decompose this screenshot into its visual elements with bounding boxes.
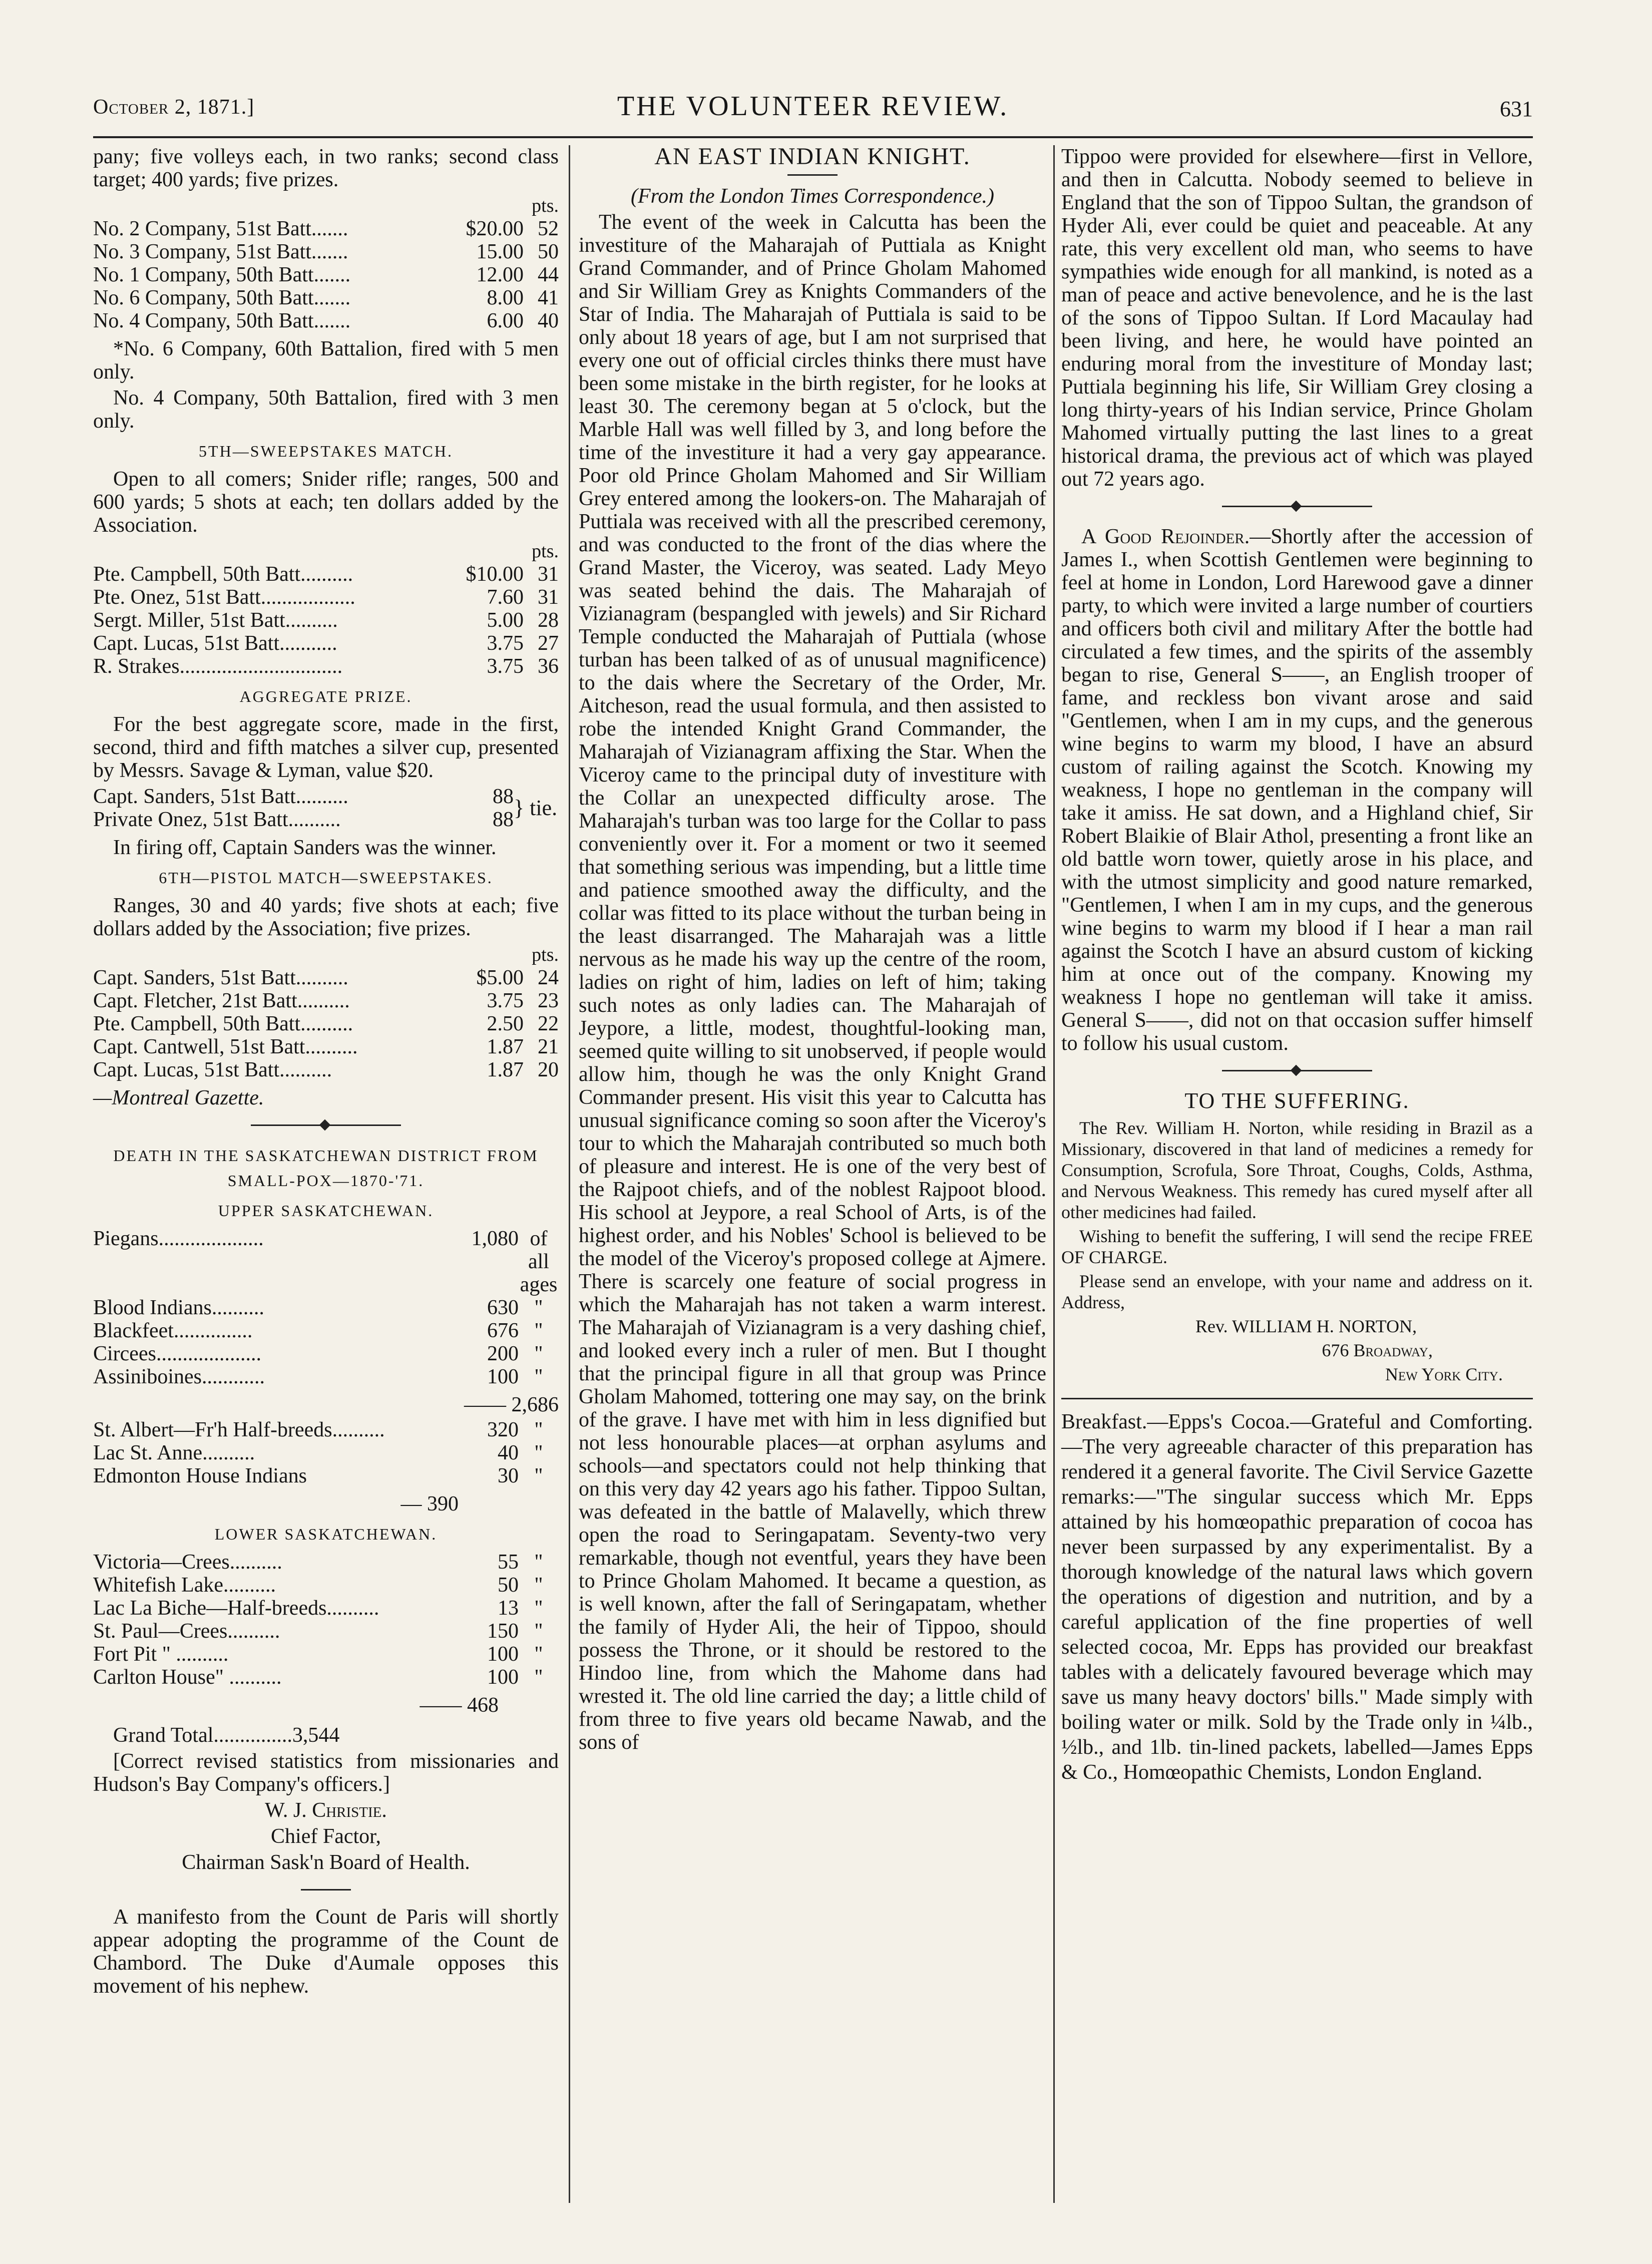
location-name: Blackfeet............... xyxy=(93,1319,253,1342)
deaths-table xyxy=(93,1227,559,1388)
issue-date: October 2, 1871.] xyxy=(93,96,255,119)
divider xyxy=(1061,1398,1533,1399)
divider xyxy=(301,1889,351,1891)
subtotal: —— 2,686 xyxy=(464,1393,559,1416)
location-name: Edmonton House Indians xyxy=(93,1464,307,1487)
divider xyxy=(787,174,838,176)
advertisement xyxy=(1061,1117,1533,1385)
ornament-divider xyxy=(1222,506,1372,512)
column-1 xyxy=(93,145,559,2001)
advert-address: 676 Broadway, xyxy=(1322,1340,1433,1360)
table-row xyxy=(93,1035,559,1058)
entrant-name: Capt. Lucas, 51st Batt........... xyxy=(93,632,337,655)
section-heading: 6TH—PISTOL MATCH—SWEEPSTAKES. xyxy=(159,869,493,887)
entrant-points: 88 xyxy=(493,808,514,831)
death-count: 50 xyxy=(498,1574,519,1597)
section-heading: DEATH IN THE SASKATCHEWAN DISTRICT FROM xyxy=(113,1147,539,1165)
table-row xyxy=(93,1441,559,1464)
points-label: pts. xyxy=(532,944,559,965)
advert-address: New York City. xyxy=(1385,1364,1503,1384)
entrant-name: Pte. Onez, 51st Batt.................. xyxy=(93,586,355,609)
entrant-points: 36 xyxy=(538,655,559,678)
note: *No. 6 Company, 60th Battalion, fired with 5 men only. xyxy=(93,337,559,384)
death-count: 55 xyxy=(498,1551,519,1574)
table-row xyxy=(93,1643,559,1666)
column-divider xyxy=(569,145,570,2203)
prize-amount: 1.87 xyxy=(487,1058,524,1081)
death-count: 1,080 xyxy=(471,1227,519,1250)
tie-table xyxy=(93,785,559,831)
location-name: Lac La Biche—Half-breeds.......... xyxy=(93,1597,379,1620)
epps-advertisement: Breakfast.—Epps's Cocoa.—Grateful and Comforting.—The very agreeable character of this preparation has rendered it a general favorite. The Civil Service Gazette remarks:—"The singular success which Mr. Epps attained by his homœopathic preparation of cocoa has never been surpassed by any experimentalist. By a thorough knowledge of the natural laws which govern the operations of digestion and nutrition, and by a careful application of the fine properties of well selected cocoa, Mr. Epps has provided our breakfast tables with a delicately favoured beverage which may save us many heavy doctors' bills." Made simply with boiling water or milk. Sold by the Trade only in ¼lb., ½lb., and 1lb. tin-lined packets, labelled—James Epps & Co., Homœopathic Chemists, London England. xyxy=(1061,1410,1533,1784)
ditto-mark: " xyxy=(534,1597,543,1620)
ditto-mark: " xyxy=(534,1666,543,1689)
article-title: AN EAST INDIAN KNIGHT. xyxy=(654,143,971,170)
death-count: 13 xyxy=(498,1597,519,1620)
death-count: 150 xyxy=(487,1620,519,1643)
note: No. 4 Company, 50th Battalion, fired with 3 men only. xyxy=(93,387,559,433)
ditto-mark: " xyxy=(534,1342,543,1365)
entrant-points: 40 xyxy=(538,309,559,332)
table-row xyxy=(93,217,559,240)
prize-amount: 3.75 xyxy=(487,655,524,678)
header-rule xyxy=(93,136,1533,138)
signature-title: Chairman Sask'n Board of Health. xyxy=(182,1851,470,1874)
table-row xyxy=(93,1342,559,1365)
table-row xyxy=(93,632,559,655)
ornament-divider xyxy=(1222,1070,1372,1076)
entrant-points: 31 xyxy=(538,586,559,609)
table-row xyxy=(93,1666,559,1689)
match-description: Open to all comers; Snider rifle; ranges, 500 and 600 yards; 5 shots at each; ten dollars added by the Association. xyxy=(93,468,559,537)
page-header xyxy=(93,90,1533,130)
entrant-points: 21 xyxy=(538,1035,559,1058)
prize-amount: 3.75 xyxy=(487,632,524,655)
table-row xyxy=(93,1551,559,1574)
entrant-name: No. 4 Company, 50th Batt....... xyxy=(93,309,351,332)
section-heading: 5TH—SWEEPSTAKES MATCH. xyxy=(199,442,453,460)
prize-amount: 6.00 xyxy=(487,309,524,332)
location-name: Assiniboines............ xyxy=(93,1365,265,1388)
grand-total: Grand Total...............3,544 xyxy=(113,1724,340,1747)
table-row xyxy=(93,1319,559,1342)
column-divider xyxy=(1053,145,1055,2203)
table-row xyxy=(93,309,559,332)
table-row xyxy=(93,1620,559,1643)
entrant-name: Capt. Fletcher, 21st Batt.......... xyxy=(93,989,350,1012)
entrant-name: Pte. Campbell, 50th Batt.......... xyxy=(93,1012,353,1035)
prize-amount: $10.00 xyxy=(466,563,524,586)
table-row xyxy=(93,586,559,609)
table-row xyxy=(93,1365,559,1388)
table-row xyxy=(93,785,559,808)
advert-text: Wishing to benefit the suffering, I will send the recipe FREE OF CHARGE. xyxy=(1061,1226,1533,1267)
article-body: The event of the week in Calcutta has been the investiture of the Maharajah of Puttiala as Knight Grand Commander, and of Prince Gholam Mahomed and Sir William Grey as Knights Commanders of the Star of India. The Maharajah of Puttiala is said to be only about 18 years of age, but I am not surprised that every one out of official circles thinks there must have been some mistake in the birth register, for he looks at least 30. The ceremony began at 5 o'clock, but the Marble Hall was well filled by 3, and long before the time of the investiture it had a very gay appearance. Poor old Prince Gholam Mahomed and Sir William Grey entered among the lookers-on. The Maharajah of Puttiala was received with all the prescribed ceremony, and was conducted to the front of the dias where the Grand Master, the Viceroy, was seated. Lady Meyo was seated behind the dais. The Maharajah of Vizianagram (bespangled with jewels) and Sir Richard Temple conducted the Maharajah of Puttiala (whose turban has been talked of as of unusual magnificence) to the dais where the Secretary of the Order, Mr. Aitcheson, read the usual formula, and then assisted to robe the intended Knight Grand Commander, the Maharajah of Vizianagram affixing the Star. When the Viceroy came to the principal duty of investiture with the Collar an unexpected difficulty arose. The Maharajah's turban was too large for the Collar to pass conveniently over it. For a moment or two it seemed that something serious was impending, but a little time and patience smoothed away the difficulty, and the collar was fitted to its place without the turban being in the least disarranged. The Maharajah was a little nervous as he made his way up the centre of the room, ladies on right of him, ladies on left of him; taking such notes as only ladies can. The Maharajah of Jeypore, a little, modest, thoughtful-looking man, seemed quite willing to sit unobserved, if people would allow him, though he was the only Knight Grand Commander present. His visit this year to Calcutta has unusual significance coming so soon after the Viceroy's tour to which the Maharajah contributed so much both of pleasure and interest. He is one of the very best of the Rajpoot chiefs, and of the noblest Rajpoot blood. His school at Jeypore, a real School of Arts, is of the highest order, and his Nobles' School is believed to be the model of the Viceroy's proposed college at Ajmere. There is scarcely one feature of social progress in which the Maharajah has not taken a warm interest. The Maharajah of Vizianagram is a very dashing chief, and looked every inch a ruler of men. But I thought that the principal figure in all that group was Prince Gholam Mahomed, tottering one may say, on the brink of the grave. I have met with him in less dignified but not less honourable places—at orphan asylums and schools—and spectators could not help thinking that on this very day 42 years ago his father. Tippoo Sultan, was defeated in the battle of Malavelly, which threw open the road to Seringapatam. Seventy-two very remarkable, though not eventful, years they have been to Prince Gholam Mahomed. It became a question, as is well known, after the fall of Seringapatam, whether the family of Hyder Ali, the heir of Tippoo, should possess the Throne, or it should be restored to the Hindoo line, from which the Mahome dans had wrested it. The old line carried the day; a little child of from three to five years old became Nawab, and the sons of xyxy=(579,211,1046,1754)
ditto-mark: " xyxy=(534,1620,543,1643)
location-name: Carlton House" .......... xyxy=(93,1666,282,1689)
ditto-mark: " xyxy=(534,1574,543,1597)
subsection-heading: LOWER SASKATCHEWAN. xyxy=(214,1525,438,1543)
entrant-points: 28 xyxy=(538,609,559,632)
advert-title: TO THE SUFFERING. xyxy=(1184,1088,1410,1113)
ditto-mark: " xyxy=(534,1551,543,1574)
entrant-name: Capt. Lucas, 51st Batt.......... xyxy=(93,1058,332,1081)
death-count: 100 xyxy=(487,1666,519,1689)
table-row xyxy=(93,1058,559,1081)
subtotal: —— 468 xyxy=(420,1694,499,1717)
points-label: pts. xyxy=(532,541,559,562)
section-heading: AGGREGATE PRIZE. xyxy=(239,687,412,705)
prize-amount: 12.00 xyxy=(476,263,524,286)
entrant-points: 41 xyxy=(538,286,559,309)
entrant-name: Sergt. Miller, 51st Batt.......... xyxy=(93,609,338,632)
subtotal: — 390 xyxy=(400,1492,459,1516)
prize-amount: 8.00 xyxy=(487,286,524,309)
table-row xyxy=(93,1464,559,1487)
death-count: 320 xyxy=(487,1418,519,1441)
death-count: 200 xyxy=(487,1342,519,1365)
ditto-mark: " xyxy=(534,1643,543,1666)
article-continuation: Tippoo were provided for elsewhere—first in Vellore, and then in Calcutta. Nobody seemed to believe in England that the son of Tippoo Sultan, the grandson of Hyder Ali, ever could be quiet and peaceable. At any rate, this very excellent old man, who seems to have sympathies wide enough for all mankind, is noted as a man of peace and active benevolence, and he is the last of the sons of Tippoo Sultan. If Lord Macaulay had been living, and here, he would have pointed an enduring moral from the investiture of Monday last; Puttiala beginning his life, Sir William Grey closing a long thirty-years of his Indian service, Prince Gholam Mahomed virtually putting the last lines to a great historical drama, the previous act of which was played out 72 years ago. xyxy=(1061,145,1533,491)
table-row xyxy=(93,1574,559,1597)
death-count: 100 xyxy=(487,1365,519,1388)
entrant-name: No. 3 Company, 51st Batt....... xyxy=(93,240,348,263)
deaths-table xyxy=(93,1418,559,1487)
ditto-mark: " xyxy=(534,1464,543,1487)
entrant-points: 44 xyxy=(538,263,559,286)
prize-amount: 5.00 xyxy=(487,609,524,632)
prize-amount: 7.60 xyxy=(487,586,524,609)
entrant-name: R. Strakes............................... xyxy=(93,655,343,678)
anecdote-body: —Shortly after the accession of James I., when Scottish Gentlemen were beginning to feel at home in London, Lord Harewood gave a dinner party, to which were invited a large number of courtiers and officers both civil and military After the bottle had circulated a few times, and the spirits of the assembly began to rise, General S——, an English trooper of fame, and reckless bon vivant arose and said "Gentlemen, when I am in my cups, and the generous wine begins to warm my blood, I have an absurd custom of railing against the Scotch. Knowing my weakness, I hope no gentleman in the company will take it amiss. He sat down, and a Highland chief, Sir Robert Blaikie of Blair Athol, presenting a front like an old battle worn tower, quietly arose in his place, and with the utmost simplicity and good nature remarked, "Gentlemen, I when I am in my cups, and the generous wine begins to warm my blood if I hear a man rail against the Scotch I have an absurd custom of kicking him at once out of the company. Knowing my weakness I hope no gentleman will take it amiss. General S——, did not on that occasion suffer himself to follow his usual custom. xyxy=(1061,525,1533,1055)
prize-amount: 15.00 xyxy=(476,240,524,263)
table-row xyxy=(93,989,559,1012)
table-row xyxy=(93,1227,559,1296)
entrant-points: 31 xyxy=(538,563,559,586)
anecdote xyxy=(1061,525,1533,1055)
ditto-mark: " xyxy=(534,1319,543,1342)
entrant-name: Capt. Sanders, 51st Batt.......... xyxy=(93,785,348,808)
ditto-mark: " xyxy=(534,1365,543,1388)
location-name: Blood Indians.......... xyxy=(93,1296,264,1319)
section-heading: SMALL-POX—1870-'71. xyxy=(227,1172,425,1190)
paragraph: [Correct revised statistics from missionaries and Hudson's Bay Company's officers.] xyxy=(93,1750,559,1796)
entrant-name: No. 6 Company, 50th Batt....... xyxy=(93,286,351,309)
results-table xyxy=(93,563,559,678)
match-description: Ranges, 30 and 40 yards; five shots at each; five dollars added by the Association; five prizes. xyxy=(93,894,559,940)
entrant-points: 52 xyxy=(538,217,559,240)
anecdote-heading: A Good Rejoinder. xyxy=(1081,525,1250,548)
advert-text: Please send an envelope, with your name and address on it. Address, xyxy=(1061,1271,1533,1312)
signature-title: Chief Factor, xyxy=(271,1825,381,1848)
location-name: Circees.................... xyxy=(93,1342,261,1365)
prize-amount: $5.00 xyxy=(476,966,524,989)
match-intro: pany; five volleys each, in two ranks; second class target; 400 yards; five prizes. xyxy=(93,145,559,191)
location-name: St. Albert—Fr'h Half-breeds.......... xyxy=(93,1418,385,1441)
prize-amount: $20.00 xyxy=(466,217,524,240)
location-name: Fort Pit " .......... xyxy=(93,1643,229,1666)
location-name: Whitefish Lake.......... xyxy=(93,1574,276,1597)
prize-amount: 1.87 xyxy=(487,1035,524,1058)
table-row xyxy=(93,808,559,831)
advert-signature: Rev. WILLIAM H. NORTON, xyxy=(1195,1316,1417,1336)
table-row xyxy=(93,286,559,309)
source-credit: —Montreal Gazette. xyxy=(93,1086,264,1109)
table-row xyxy=(93,966,559,989)
tie-label: } tie. xyxy=(514,796,558,820)
table-row xyxy=(93,655,559,678)
table-row xyxy=(93,240,559,263)
death-count: 676 xyxy=(487,1319,519,1342)
table-row xyxy=(93,1597,559,1620)
signature-name: W. J. Christie. xyxy=(265,1799,387,1822)
advert-text: The Rev. William H. Norton, while residing in Brazil as a Missionary, discovered in that land of medicines a remedy for Consumption, Scrofula, Sore Throat, Coughs, Colds, Asthma, and Nervous Weakness. This remedy has cured myself after all other medicines had failed. xyxy=(1061,1118,1533,1222)
ornament-divider xyxy=(251,1124,401,1131)
entrant-points: 22 xyxy=(538,1012,559,1035)
paragraph: In firing off, Captain Sanders was the winner. xyxy=(113,836,497,859)
column-3 xyxy=(1061,145,1533,1788)
entrant-name: No. 1 Company, 50th Batt....... xyxy=(93,263,351,286)
location-name: Victoria—Crees.......... xyxy=(93,1551,282,1574)
match-description: For the best aggregate score, made in the first, second, third and fifth matches a silver cup, presented by Messrs. Savage & Lyman, value $20. xyxy=(93,713,559,782)
death-count: 100 xyxy=(487,1643,519,1666)
table-row xyxy=(93,1296,559,1319)
results-table xyxy=(93,966,559,1081)
death-count: 40 xyxy=(498,1441,519,1464)
entrant-points: 23 xyxy=(538,989,559,1012)
location-name: Lac St. Anne.......... xyxy=(93,1441,255,1464)
entrant-points: 27 xyxy=(538,632,559,655)
deaths-table xyxy=(93,1551,559,1689)
entrant-name: Pte. Campbell, 50th Batt.......... xyxy=(93,563,353,586)
entrant-points: 88 xyxy=(493,785,514,808)
entrant-points: 20 xyxy=(538,1058,559,1081)
ditto-mark: " xyxy=(534,1441,543,1464)
ditto-mark: " xyxy=(534,1296,543,1319)
subsection-heading: UPPER SASKATCHEWAN. xyxy=(218,1202,434,1220)
ditto-mark: " xyxy=(534,1418,543,1441)
prize-amount: 3.75 xyxy=(487,989,524,1012)
table-row xyxy=(93,263,559,286)
location-name: St. Paul—Crees.......... xyxy=(93,1620,280,1643)
death-count: 30 xyxy=(498,1464,519,1487)
table-row xyxy=(93,609,559,632)
news-item: A manifesto from the Count de Paris will shortly appear adopting the programme of the Count de Chambord. The Duke d'Aumale opposes this movement of his nephew. xyxy=(93,1906,559,1998)
entrant-name: Capt. Sanders, 51st Batt.......... xyxy=(93,966,348,989)
entrant-name: Private Onez, 51st Batt.......... xyxy=(93,808,341,831)
column-2 xyxy=(579,145,1046,1757)
paper-title: THE VOLUNTEER REVIEW. xyxy=(617,91,1009,122)
page-number: 631 xyxy=(1500,97,1533,121)
ditto-mark: of all ages xyxy=(520,1227,558,1296)
entrant-points: 24 xyxy=(538,966,559,989)
results-table xyxy=(93,217,559,332)
location-name: Piegans.................... xyxy=(93,1227,264,1250)
entrant-name: Capt. Cantwell, 51st Batt.......... xyxy=(93,1035,358,1058)
table-row xyxy=(93,563,559,586)
article-source: (From the London Times Correspondence.) xyxy=(631,185,994,208)
entrant-points: 50 xyxy=(538,240,559,263)
points-label: pts. xyxy=(532,195,559,216)
table-row xyxy=(93,1012,559,1035)
prize-amount: 2.50 xyxy=(487,1012,524,1035)
entrant-name: No. 2 Company, 51st Batt....... xyxy=(93,217,348,240)
death-count: 630 xyxy=(487,1296,519,1319)
table-row xyxy=(93,1418,559,1441)
